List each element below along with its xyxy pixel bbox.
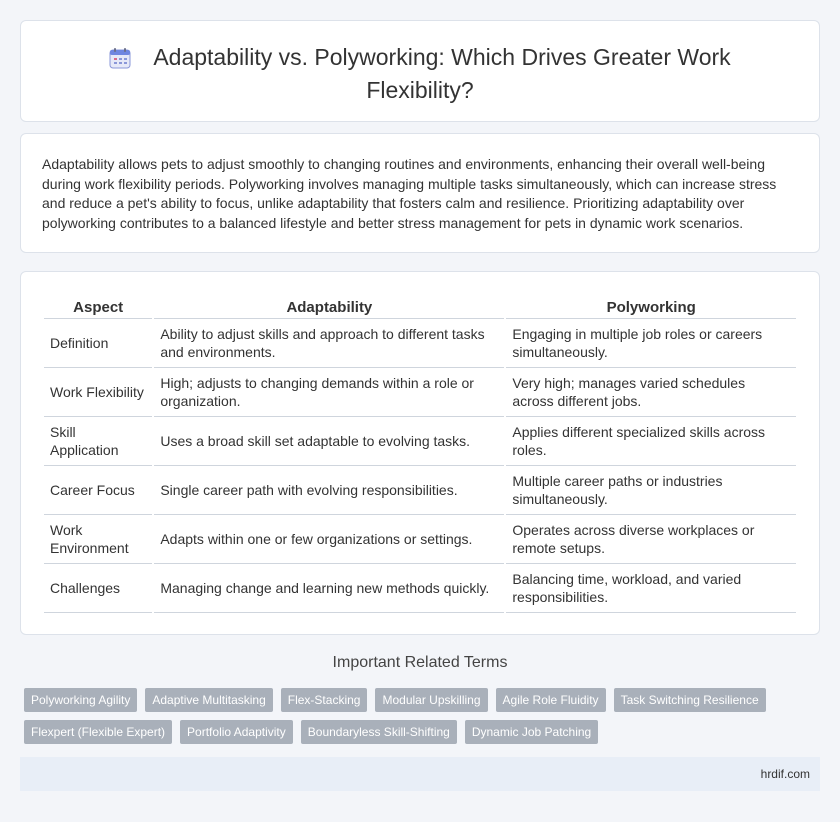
cell-aspect: Challenges: [44, 564, 152, 613]
cell-polyworking: Multiple career paths or industries simultaneously.: [506, 466, 796, 515]
related-term-tag[interactable]: Task Switching Resilience: [614, 688, 766, 712]
header-polyworking: Polyworking: [506, 296, 796, 319]
related-term-tag[interactable]: Adaptive Multitasking: [145, 688, 272, 712]
cell-aspect: Skill Application: [44, 417, 152, 466]
header-adaptability: Adaptability: [154, 296, 504, 319]
summary-text: Adaptability allows pets to adjust smoothly to changing routines and environments, enhancing their overall well-being during work flexibility periods. Polyworking involves managing multiple tasks simultaneously, which can increase stress and reduce a pet's ability to focus, unlike adaptability that fosters calm and resilience. Prioritizing adaptability over polyworking contributes to a balanced lifestyle and better stress management for pets in dynamic work scenarios.: [42, 156, 777, 231]
footer: [20, 757, 820, 791]
related-term-tag[interactable]: Agile Role Fluidity: [496, 688, 606, 712]
table-row: [44, 319, 796, 368]
cell-aspect: Work Flexibility: [44, 368, 152, 417]
comparison-card: [20, 271, 820, 635]
table-row: [44, 466, 796, 515]
related-term-tag[interactable]: Portfolio Adaptivity: [180, 720, 293, 744]
cell-aspect: Definition: [44, 319, 152, 368]
summary-card: [20, 133, 820, 253]
cell-polyworking: Operates across diverse workplaces or remote setups.: [506, 515, 796, 564]
cell-adaptability: Ability to adjust skills and approach to different tasks and environments.: [154, 319, 504, 368]
cell-adaptability: Adapts within one or few organizations or settings.: [154, 515, 504, 564]
related-term-tag[interactable]: Polyworking Agility: [24, 688, 137, 712]
related-term-tag[interactable]: Flexpert (Flexible Expert): [24, 720, 172, 744]
table-row: [44, 368, 796, 417]
cell-adaptability: Managing change and learning new methods quickly.: [154, 564, 504, 613]
table-header-row: [44, 296, 796, 319]
title-card: [20, 20, 820, 122]
cell-aspect: Work Environment: [44, 515, 152, 564]
related-term-tag[interactable]: Modular Upskilling: [375, 688, 487, 712]
page-title: [21, 43, 819, 105]
footer-site-link[interactable]: hrdif.com: [760, 767, 810, 781]
title-line-1: Adaptability vs. Polyworking: Which Drives Greater Work: [153, 44, 731, 70]
related-term-tag[interactable]: Flex-Stacking: [281, 688, 368, 712]
cell-adaptability: Single career path with evolving responsibilities.: [154, 466, 504, 515]
related-term-tag[interactable]: Dynamic Job Patching: [465, 720, 598, 744]
cell-polyworking: Engaging in multiple job roles or careers simultaneously.: [506, 319, 796, 368]
cell-polyworking: Balancing time, workload, and varied responsibilities.: [506, 564, 796, 613]
cell-polyworking: Applies different specialized skills across roles.: [506, 417, 796, 466]
table-row: [44, 564, 796, 613]
title-line-2: Flexibility?: [366, 77, 474, 103]
comparison-table: [42, 296, 798, 613]
table-row: [44, 515, 796, 564]
calendar-icon: [109, 47, 131, 76]
cell-adaptability: Uses a broad skill set adaptable to evolving tasks.: [154, 417, 504, 466]
related-term-tag[interactable]: Boundaryless Skill-Shifting: [301, 720, 457, 744]
cell-adaptability: High; adjusts to changing demands within a role or organization.: [154, 368, 504, 417]
cell-polyworking: Very high; manages varied schedules across different jobs.: [506, 368, 796, 417]
cell-aspect: Career Focus: [44, 466, 152, 515]
related-terms-list: [24, 688, 804, 744]
table-row: [44, 417, 796, 466]
header-aspect: Aspect: [44, 296, 152, 319]
related-terms-title: Important Related Terms: [332, 654, 508, 671]
